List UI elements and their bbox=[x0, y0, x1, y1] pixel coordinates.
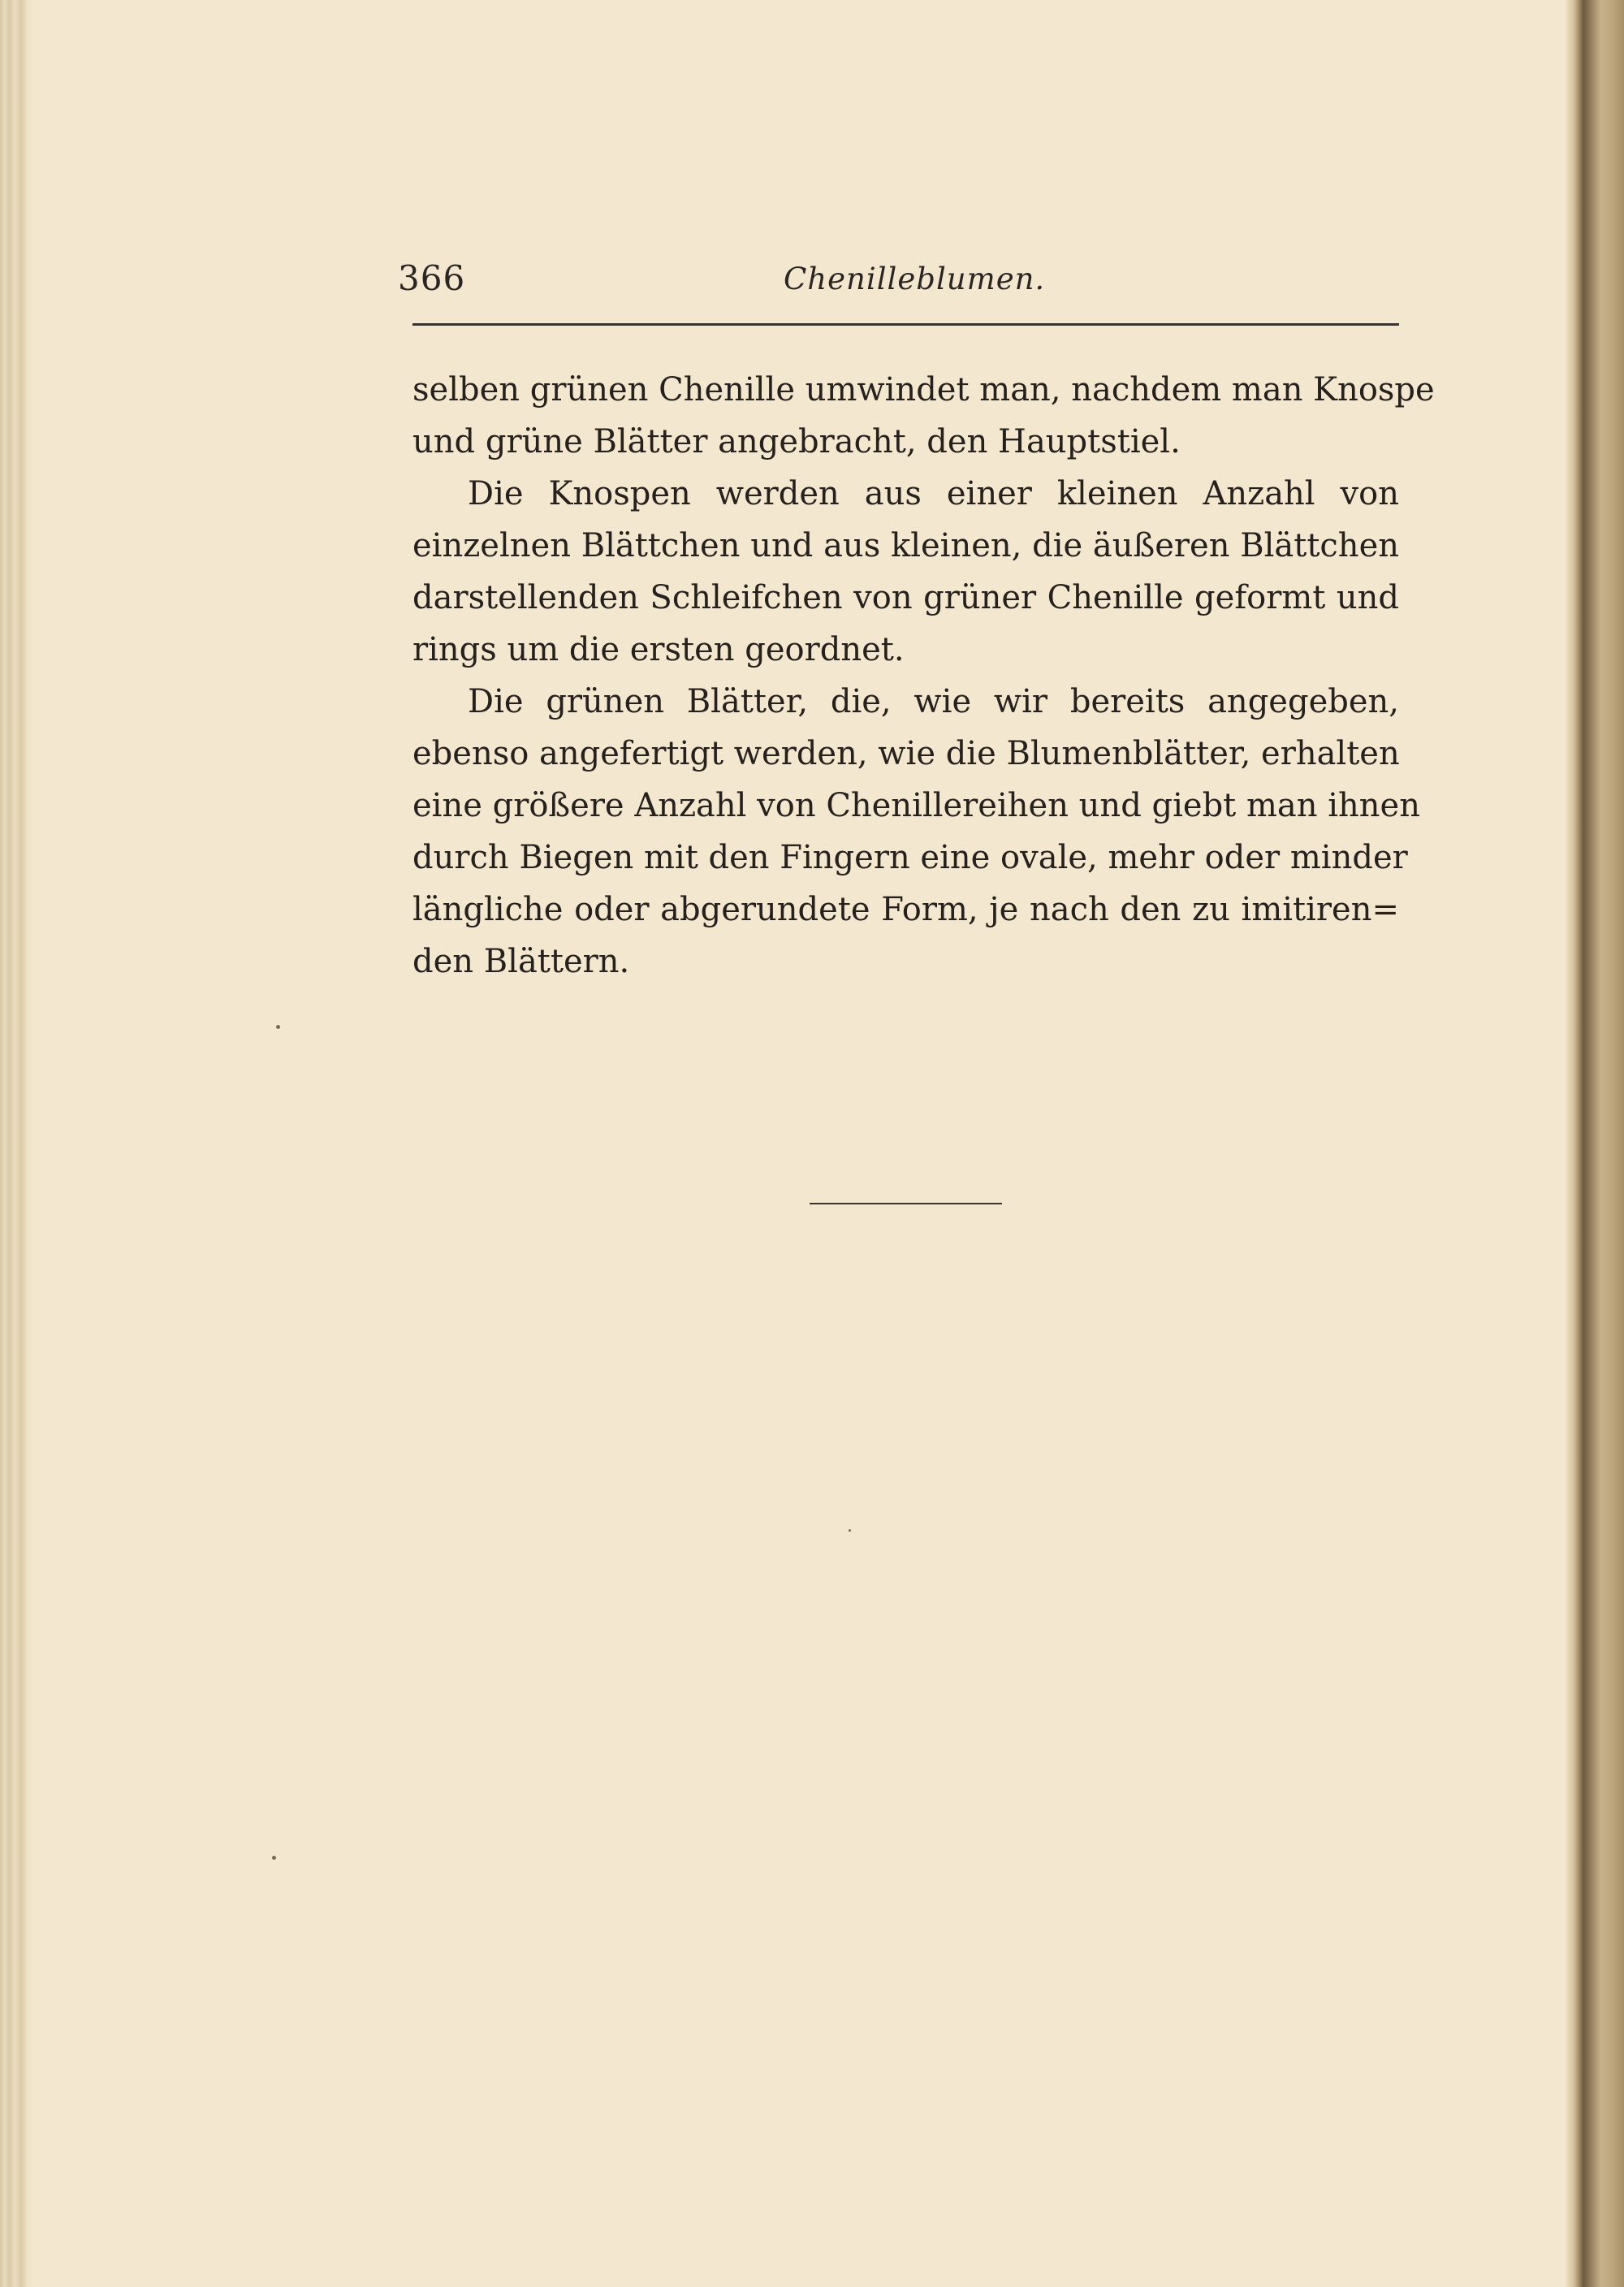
book-edge-left bbox=[0, 0, 34, 2287]
paper-speck bbox=[276, 1025, 280, 1029]
text-line: längliche oder abgerundete Form, je nach den zu imitiren= bbox=[412, 891, 1399, 928]
text-line: rings um die ersten geordnet. bbox=[412, 631, 905, 668]
text-line: ebenso angefertigt werden, wie die Blumenblätter, erhalten bbox=[412, 735, 1400, 772]
section-end-rule bbox=[810, 1203, 1002, 1204]
text-line: den Blättern. bbox=[412, 943, 630, 980]
text-line: einzelnen Blättchen und aus kleinen, die äußeren Blättchen bbox=[412, 527, 1399, 564]
text-line: durch Biegen mit den Fingern eine ovale, mehr oder minder bbox=[412, 839, 1408, 876]
header-rule bbox=[412, 323, 1399, 326]
page-number: 366 bbox=[398, 258, 466, 298]
text-line: selben grünen Chenille umwindet man, nachdem man Knospe bbox=[412, 371, 1435, 409]
book-page bbox=[34, 0, 1566, 2287]
text-line: Die grünen Blätter, die, wie wir bereits angegeben, bbox=[468, 683, 1399, 720]
paper-speck bbox=[272, 1856, 276, 1860]
text-line: eine größere Anzahl von Chenillereihen und giebt man ihnen bbox=[412, 787, 1420, 824]
book-edge-right bbox=[1566, 0, 1624, 2287]
running-head: Chenilleblumen. bbox=[784, 262, 1046, 296]
text-line: und grüne Blätter angebracht, den Hauptstiel. bbox=[412, 423, 1181, 460]
body-text bbox=[412, 364, 1435, 988]
paper-speck bbox=[849, 1529, 851, 1532]
text-line: darstellenden Schleifchen von grüner Chenille geformt und bbox=[412, 579, 1399, 616]
text-line: Die Knospen werden aus einer kleinen Anzahl von bbox=[468, 475, 1399, 512]
